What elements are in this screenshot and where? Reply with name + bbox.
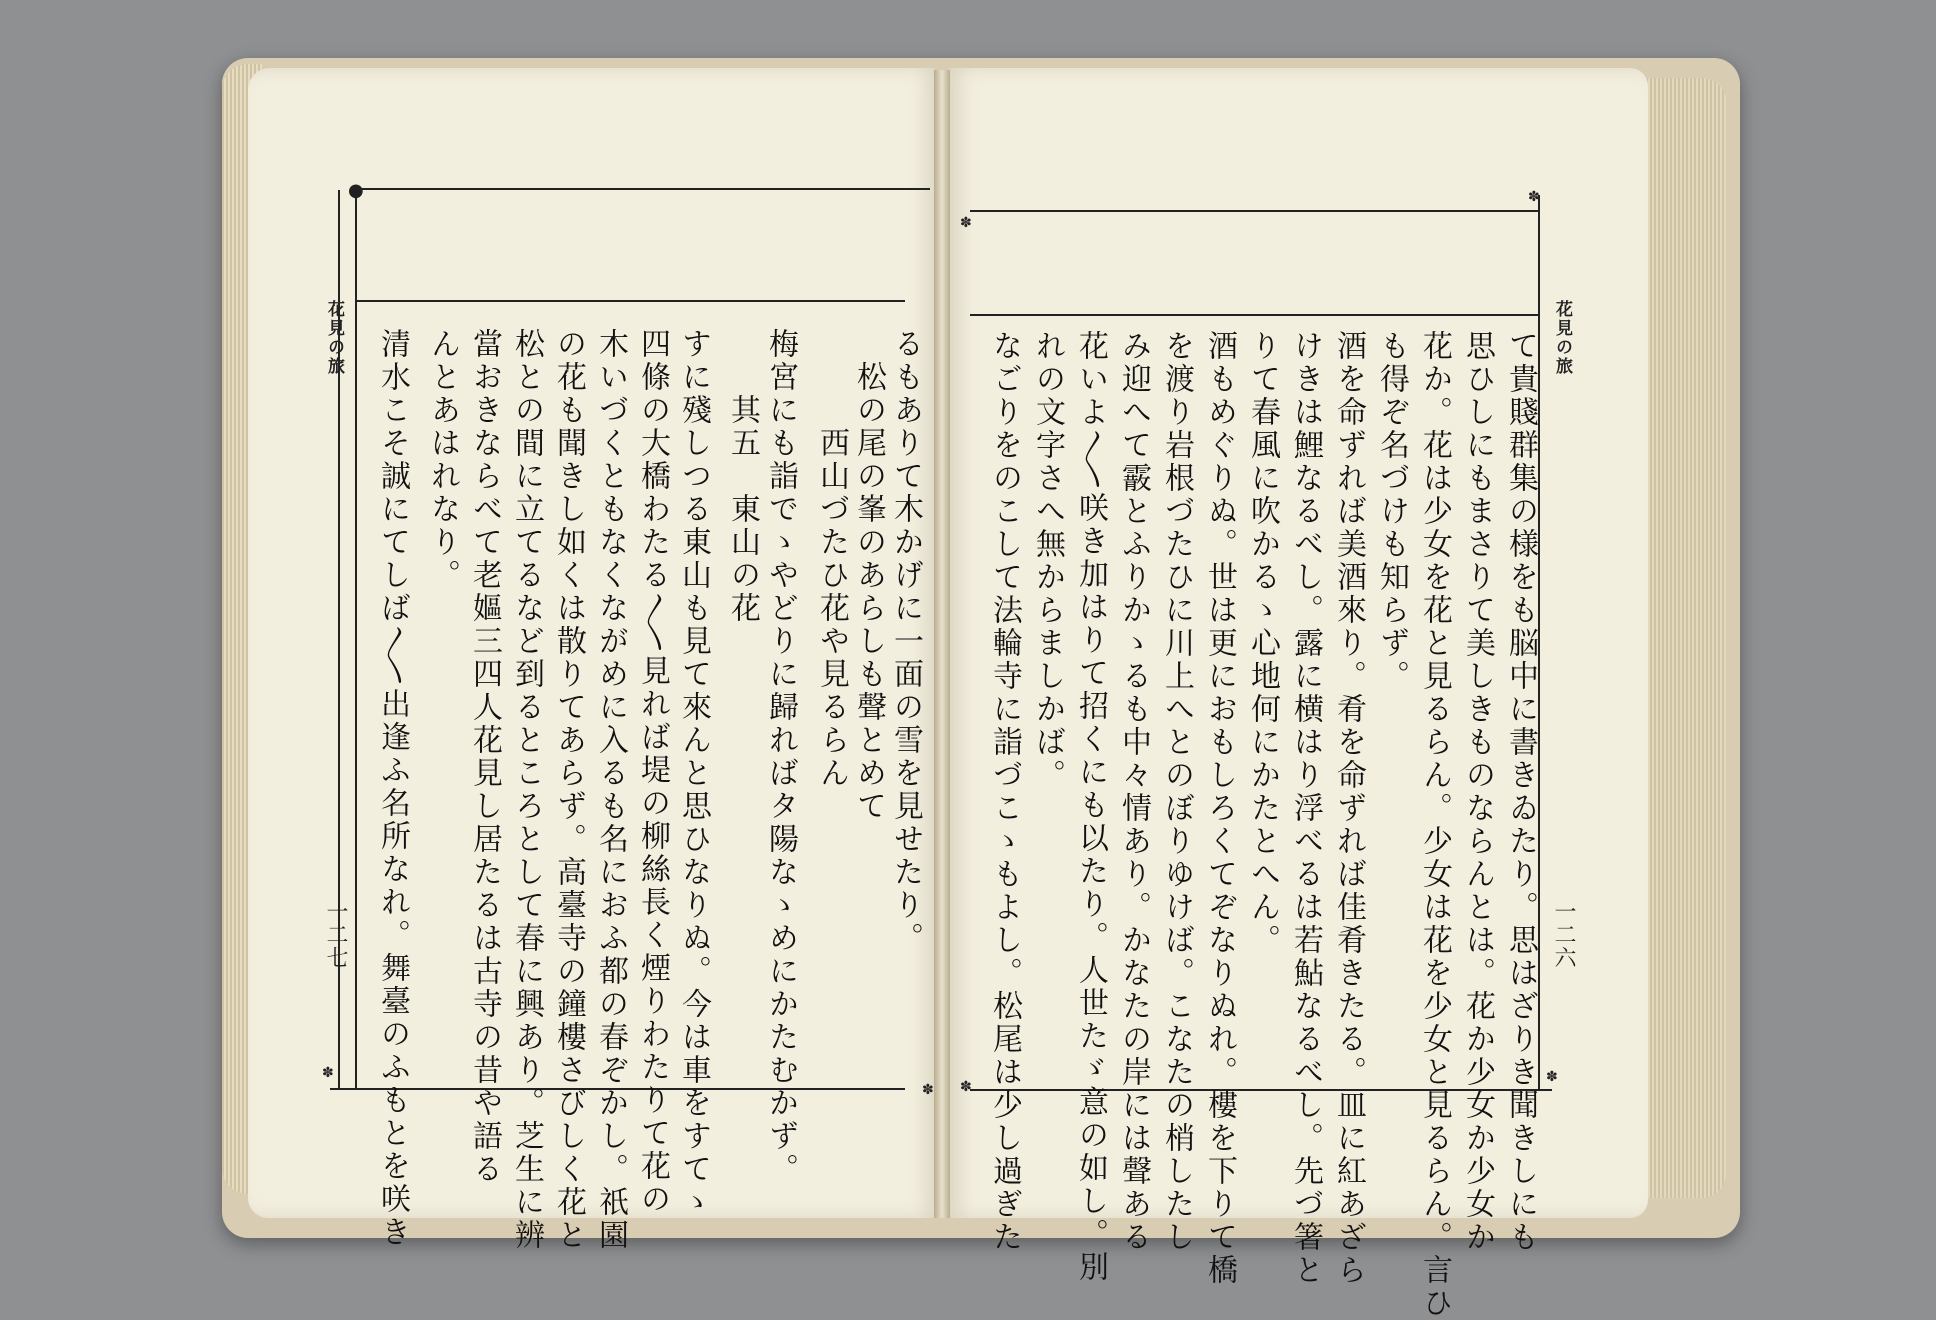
- text-column: りて春風に吹かるゝ心地何にかたとへん。: [1245, 330, 1280, 957]
- right-top-rule: [970, 210, 1540, 212]
- text-column: 清水こそ誠にてしば〳〵出逢ふ名所なれ。舞臺のふもとを咲き: [375, 328, 410, 1249]
- text-column: 花いよ〳〵咲き加はりて招くにも以たり。人世たゞ意の如し。別: [1073, 330, 1108, 1284]
- text-column: 花か。花は少女を花と見るらん。少女は花を少女と見るらん。言ひ: [1417, 330, 1452, 1320]
- text-column: 其五 東山の花: [725, 328, 760, 625]
- text-column: れの文字さへ無からましかば。: [1030, 330, 1065, 792]
- text-column: み迎へて霰とふりかゝるも中々情あり。かなたの岸には聲ある: [1116, 330, 1151, 1254]
- text-column: も得ぞ名づけも知らず。: [1374, 330, 1409, 693]
- text-column: 木いづくともなくながめに入るも名におふ都の春ぞかし。祇園: [593, 328, 628, 1252]
- ornament-icon: ✽: [1528, 189, 1540, 205]
- left-margin-rule: [355, 190, 357, 1088]
- text-column: を渡り岩根づたひに川上へとのぼりゆけば。こなたの梢したし: [1159, 330, 1194, 1254]
- text-column: 松の尾の峯のあらしも聲とめて: [851, 328, 886, 823]
- ornament-icon: ✽: [322, 1065, 334, 1081]
- running-title-right: 花見の旅: [1552, 300, 1572, 376]
- ornament-icon: ✽: [1546, 1069, 1558, 1085]
- ornament-icon: ●: [348, 180, 364, 201]
- page-number-right: 一二六: [1551, 900, 1576, 969]
- text-column: んとあはれなり。: [425, 328, 460, 592]
- text-column: 酒を命ずれば美酒來り。肴を命ずれば佳肴きたる。皿に紅あざら: [1331, 330, 1366, 1287]
- ornament-icon: ✽: [960, 215, 972, 231]
- ornament-icon: ✽: [960, 1079, 972, 1095]
- text-column: 四條の大橋わたる〳〵見れば堤の柳絲長く煙りわたりて花の: [635, 328, 670, 1216]
- text-column: 酒もめぐりぬ。世は更におもしろくてぞなりぬれ。樓を下りて橋: [1202, 330, 1237, 1287]
- text-column: 思ひしにもまさりて美しきものならんとは。花か少女か少女か: [1460, 330, 1495, 1254]
- text-column: 當おきならべて老嫗三四人花見し居たるは古寺の昔や語る: [467, 328, 502, 1186]
- text-column: るもありて木かげに一面の雪を見せたり。: [888, 328, 923, 955]
- page-number-left: 一二七: [323, 900, 348, 969]
- text-column: すに殘しつる東山も見て來んと思ひなりぬ。今は車をすてゝ: [676, 328, 711, 1219]
- text-column: なごりをのこして法輪寺に詣づこゝもよし。松尾は少し過ぎた: [987, 330, 1022, 1254]
- text-column: 松との間に立てるなど到るところとして春に興あり。芝生に辨: [509, 328, 544, 1252]
- text-column: 梅宮にも詣でゝやどりに歸ればタ陽なゝめにかたむかず。: [763, 328, 798, 1186]
- left-top-rule: [355, 188, 930, 190]
- book-spine: [934, 70, 950, 1218]
- left-inner-rule: [355, 300, 905, 302]
- right-side-rule: [1538, 195, 1540, 1089]
- text-column: けきは鯉なるべし。露に横はり浮べるは若鮎なるべし。先づ箸と: [1288, 330, 1323, 1287]
- right-inner-rule: [970, 314, 1540, 316]
- text-column: 西山づたひ花や見るらん: [814, 328, 849, 790]
- ornament-icon: ✽: [922, 1082, 934, 1098]
- running-title-left: 花見の旅: [324, 300, 344, 376]
- text-column: の花も聞きし如くは散りてあらず。高臺寺の鐘樓さびしく花と: [551, 328, 586, 1252]
- text-column: て貴賤群集の様をも脳中に書きゐたり。思はざりき聞きしにも: [1503, 330, 1538, 1254]
